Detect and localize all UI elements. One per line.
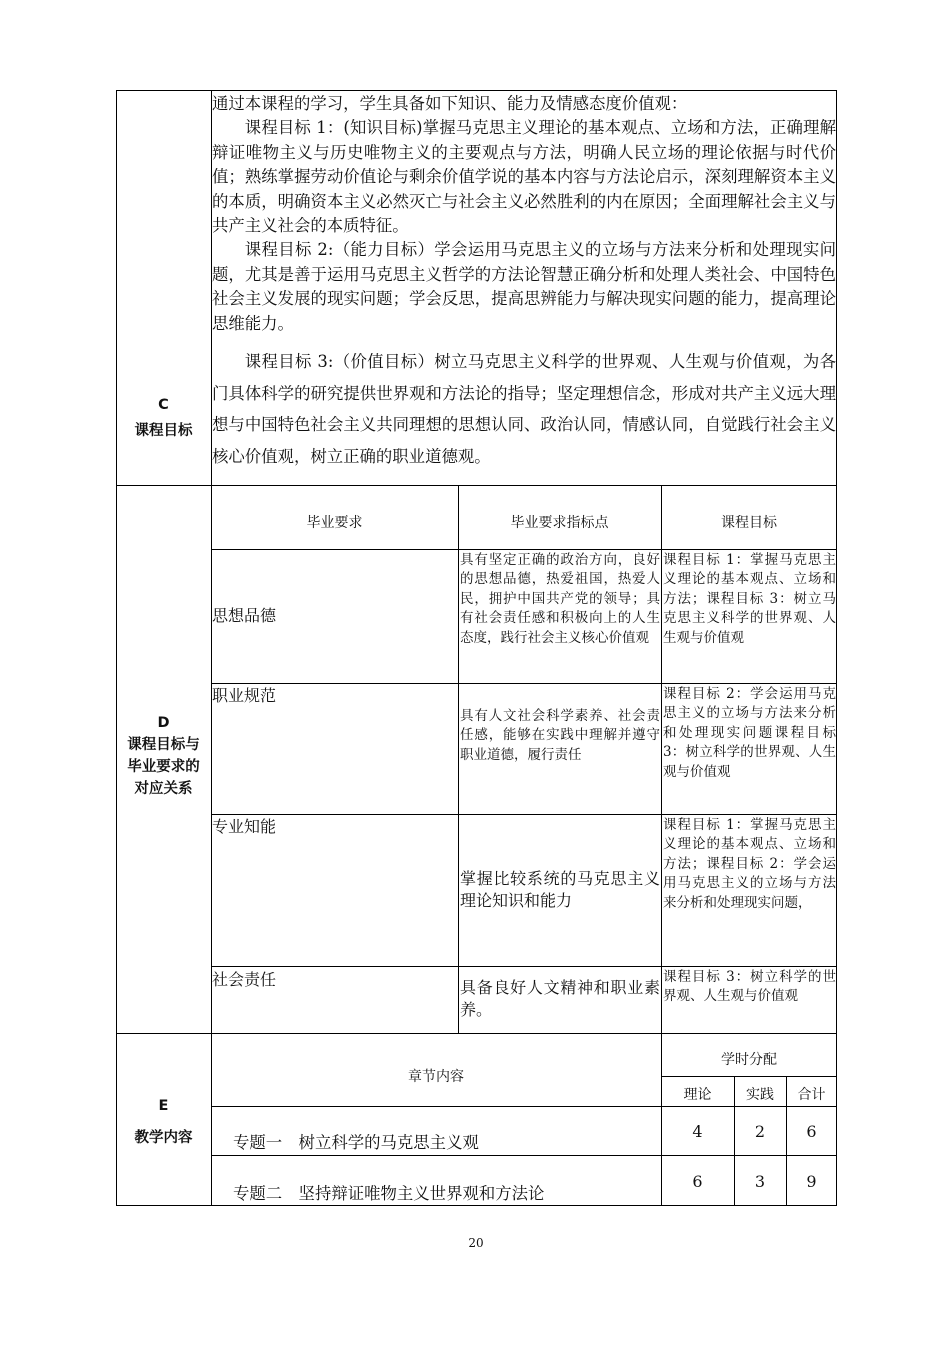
e-header-bottom-line	[211, 1106, 837, 1107]
d-row-line-3	[211, 966, 837, 967]
d-row2-indicator: 具有人文社会科学素养、社会责任感，能够在实践中理解并遵守职业道德，履行责任	[460, 708, 660, 763]
e-row2-chapter: 专题二 坚持辩证唯物主义世界观和方法论	[233, 1184, 545, 1203]
e-row1-theory: 4	[692, 1122, 703, 1141]
e-row2-practice: 3	[754, 1172, 766, 1191]
e-row1-chapter: 专题一 树立科学的马克思主义观	[233, 1133, 479, 1152]
course-goal-2: 课程目标 2:（能力目标）学会运用马克思主义的立场与方法来分析和处理现实问题，尤其是善于运用马克思主义哲学的方法论智慧正确分析和处理人类社会、中国特色社会主义发展的现实问题；学会反思，提高思辨能力与解决现实问题的能力，提高理论思维能力。	[212, 240, 836, 333]
section-d-label	[116, 712, 211, 800]
e-row-line-1	[211, 1155, 837, 1156]
d-header-requirement: 毕业要求	[306, 515, 363, 531]
e-subheader-practice: 实践	[746, 1087, 774, 1103]
course-goal-1: 课程目标 1：(知识目标)掌握马克思主义理论的基本观点、立场和方法，正确理解辩证唯物主义与历史唯物主义的主要观点与方法，明确人民立场的理论依据与时代价值；熟练掌握劳动价值论与剩余价值学说的基本内容与方法论启示，深刻理解资本主义的本质，明确资本主义必然灭亡与社会主义必然胜利的内在原因；全面理解社会主义与共产主义社会的本质特征。	[212, 118, 836, 236]
d-row2-requirement: 职业规范	[212, 686, 277, 705]
course-goals-text	[212, 92, 836, 472]
section-d-name-1: 课程目标与	[127, 737, 200, 753]
section-d-code: D	[157, 715, 170, 731]
d-header-indicator: 毕业要求指标点	[510, 515, 609, 531]
e-subheader-total: 合计	[797, 1087, 826, 1103]
d-row3-indicator: 掌握比较系统的马克思主义理论知识和能力	[460, 869, 660, 910]
d-row1-indicator: 具有坚定正确的政治方向，良好的思想品德，热爱祖国，热爱人民，拥护中国共产党的领导；具有社会责任感和积极向上的人生态度，践行社会主义核心价值观	[460, 552, 660, 646]
section-e-label	[116, 1095, 211, 1149]
section-e-name: 教学内容	[134, 1130, 193, 1146]
d-row-line-1	[211, 683, 837, 684]
d-row3-requirement: 专业知能	[212, 817, 277, 836]
section-d-name-3: 对应关系	[134, 781, 193, 797]
e-hours-header-line	[661, 1076, 837, 1077]
e-header-hours: 学时分配	[721, 1052, 777, 1068]
d-row-line-2	[211, 814, 837, 815]
d-row4-requirement: 社会责任	[212, 970, 277, 989]
course-goals-intro: 通过本课程的学习，学生具备如下知识、能力及情感态度价值观：	[212, 94, 688, 113]
d-row-line-header	[211, 549, 837, 550]
page-number: 20	[468, 1236, 484, 1250]
divider-d-e	[116, 1033, 837, 1034]
section-c-name: 课程目标	[134, 423, 193, 439]
d-row3-goals: 课程目标 1：掌握马克思主义理论的基本观点、立场和方法；课程目标 2：学会运用马克思主义的立场与方法来分析和处理现实问题，	[663, 817, 836, 911]
section-c-label	[116, 394, 211, 442]
course-goal-3: 课程目标 3:（价值目标）树立马克思主义科学的世界观、人生观与价值观，为各门具体科学的研究提供世界观和方法论的指导；坚定理想信念，形成对共产主义远大理想与中国特色社会主义共同理想的思想认同、政治认同，情感认同，自觉践行社会主义核心价值观，树立正确的职业道德观。	[212, 352, 836, 466]
divider-c-d	[116, 485, 837, 486]
d-row4-goals: 课程目标 3：树立科学的世界观、人生观与价值观	[663, 969, 836, 1005]
e-row2-total: 9	[806, 1172, 817, 1191]
section-e-code: E	[158, 1098, 169, 1114]
e-subheader-theory: 理论	[683, 1087, 712, 1103]
d-row2-goals: 课程目标 2：学会运用马克思主义的立场与方法来分析和处理现实问题课程目标 3：树立科学的世界观、人生观与价值观	[663, 686, 836, 780]
d-row1-goals: 课程目标 1：掌握马克思主义理论的基本观点、立场和方法；课程目标 3：树立马克思主义科学的世界观、人生观与价值观	[663, 552, 836, 646]
section-c-code: C	[158, 397, 169, 413]
e-row1-total: 6	[806, 1122, 817, 1141]
e-row2-theory: 6	[692, 1172, 703, 1191]
d-row1-requirement: 思想品德	[212, 606, 277, 625]
d-row4-indicator: 具备良好人文精神和职业素养。	[460, 978, 660, 1019]
e-header-chapter: 章节内容	[408, 1069, 464, 1085]
e-row1-practice: 2	[754, 1122, 766, 1141]
section-d-name-2: 毕业要求的	[127, 759, 200, 775]
d-header-goals: 课程目标	[721, 515, 777, 531]
